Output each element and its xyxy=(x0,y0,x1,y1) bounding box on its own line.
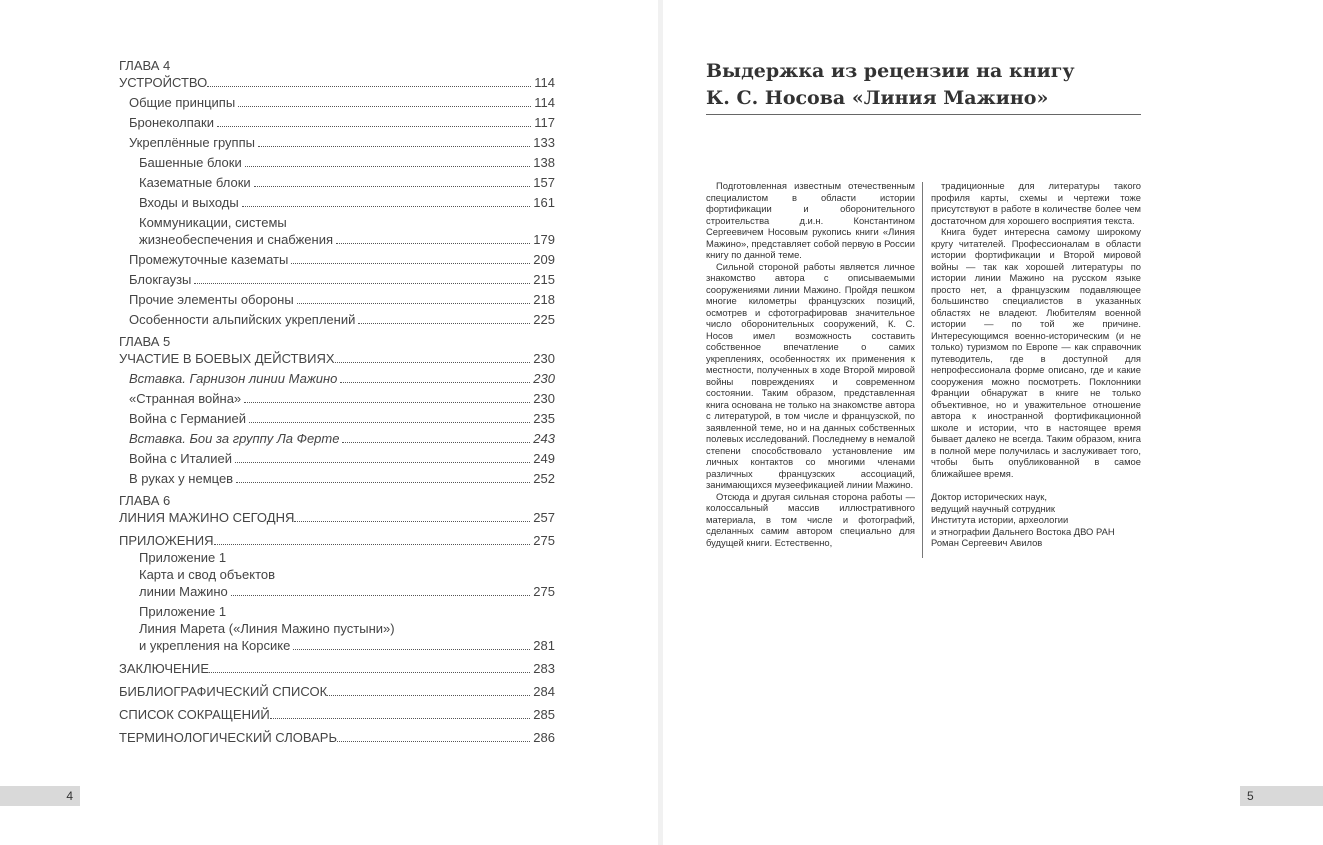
chapter-label: ГЛАВА 5 xyxy=(119,334,171,349)
toc-entry-page: 284 xyxy=(533,684,555,699)
toc-entry-page: 243 xyxy=(533,431,555,446)
toc-entry-title: Входы и выходы xyxy=(139,195,239,210)
leader-dots xyxy=(297,303,531,304)
toc-entry-title-line: Коммуникации, системы xyxy=(139,215,287,230)
toc-entry[interactable] xyxy=(119,532,555,549)
toc-entry[interactable] xyxy=(119,683,555,700)
toc-entry[interactable] xyxy=(119,114,555,131)
signature-line: Доктор исторических наук, xyxy=(931,491,1047,502)
toc-entry-title: Вставка. Бои за группу Ла Ферте xyxy=(129,431,340,446)
review-title xyxy=(706,58,1141,112)
signature-line: Роман Сергеевич Авилов xyxy=(931,537,1043,548)
toc-entry-title: Война с Германией xyxy=(129,411,247,426)
toc-entry-page: 283 xyxy=(533,661,555,676)
toc-entry[interactable] xyxy=(119,509,555,526)
toc-entry-page: 157 xyxy=(533,175,555,190)
toc-entry-title: ТЕРМИНОЛОГИЧЕСКИЙ СЛОВАРЬ xyxy=(119,730,337,745)
toc-entry-title: «Странная война» xyxy=(129,391,242,406)
page-number-text: 4 xyxy=(66,789,73,803)
leader-dots xyxy=(238,106,531,107)
leader-dots xyxy=(337,741,530,742)
leader-dots xyxy=(207,86,531,87)
toc-entry-title: жизнеобеспечения и снабжения xyxy=(139,232,334,247)
toc-entry-last-line xyxy=(139,231,555,248)
toc-entry-page: 230 xyxy=(533,351,555,366)
toc-entry-title-line: Карта и свод объектов xyxy=(139,567,276,582)
toc-entry[interactable] xyxy=(119,370,555,387)
toc-entry[interactable] xyxy=(119,174,555,191)
toc-entry-title: УСТРОЙСТВО xyxy=(119,75,208,90)
leader-dots xyxy=(291,263,530,264)
review-paragraph: традиционные для литературы такого профиля карты, схемы и чертежи тоже присутствуют в работе в количестве более чем достаточном для хорошего восприятия текста. xyxy=(931,180,1141,226)
toc-entry[interactable] xyxy=(119,251,555,268)
toc-entry-page: 179 xyxy=(533,232,555,247)
toc-entry-title: СПИСОК СОКРАЩЕНИЙ xyxy=(119,707,270,722)
leader-dots xyxy=(214,544,531,545)
toc-entry-last-line xyxy=(139,637,555,654)
toc-entry-multiline[interactable] xyxy=(119,603,555,654)
toc-entry-page: 117 xyxy=(534,115,555,130)
leader-dots xyxy=(358,323,530,324)
title-underline xyxy=(706,114,1141,115)
toc-entry-page: 230 xyxy=(533,371,555,386)
toc-entry-multiline[interactable] xyxy=(119,214,555,248)
signature-line: Института истории, археологии xyxy=(931,514,1069,525)
leader-dots xyxy=(336,243,530,244)
toc-entry-page: 138 xyxy=(533,155,555,170)
table-of-contents xyxy=(119,58,555,746)
toc-entry-page: 114 xyxy=(534,75,555,90)
leader-dots xyxy=(249,422,530,423)
toc-entry-title-line: Приложение 1 xyxy=(139,550,227,565)
toc-entry-page: 275 xyxy=(533,533,555,548)
toc-entry[interactable] xyxy=(119,154,555,171)
toc-entry[interactable] xyxy=(119,410,555,427)
leader-dots xyxy=(194,283,530,284)
review-paragraph: Сильной стороной работы является личное знакомство автора с описываемыми сооружениями линии Мажино. Пройдя пешком многие километры французских позиций, осмотрев и сфотографировав значительное число оборонительных сооружений, К. С. Носов имел возможность составить собственное впечатление о самих укреплениях, особенностях их применения к местности, полученных в ходе Второй мировой войны повреждениях и современном состоянии. Таким образом, представленная книга основана не только на знакомстве автора с литературой, в том числе и французской, по заявленной теме, но и на данных собственных полевых исследований. Последнему в немалой степени способствовало установление им личных контактов со многими членами различных французских ассоциаций, занимающихся музеефикацией линии Мажино. xyxy=(706,260,915,490)
toc-entry-page: 257 xyxy=(533,510,555,525)
toc-entry-title: В руках у немцев xyxy=(129,471,234,486)
review-signature xyxy=(931,491,1141,549)
toc-entry-page: 285 xyxy=(533,707,555,722)
leader-dots xyxy=(235,462,530,463)
toc-entry-title: и укрепления на Корсике xyxy=(139,638,291,653)
leader-dots xyxy=(244,402,530,403)
review-title-line: К. С. Носова «Линия Мажино» xyxy=(706,87,1049,109)
toc-entry-page: 225 xyxy=(533,312,555,327)
toc-entry-page: 252 xyxy=(533,471,555,486)
toc-entry[interactable] xyxy=(119,291,555,308)
toc-entry-page: 249 xyxy=(533,451,555,466)
toc-entry[interactable] xyxy=(119,729,555,746)
toc-entry-page: 275 xyxy=(533,584,555,599)
toc-entry-title: Блокгаузы xyxy=(129,272,192,287)
toc-entry-title: БИБЛИОГРАФИЧЕСКИЙ СПИСОК xyxy=(119,684,328,699)
toc-entry-page: 235 xyxy=(533,411,555,426)
toc-entry-title: Общие принципы xyxy=(129,95,236,110)
page-number-left xyxy=(0,786,80,806)
toc-entry-title: Укреплённые группы xyxy=(129,135,255,150)
signature-line: ведущий научный сотрудник xyxy=(931,502,1056,514)
column-divider xyxy=(922,182,923,558)
toc-entry-page: 230 xyxy=(533,391,555,406)
toc-entry-title: Башенные блоки xyxy=(139,155,242,170)
leader-dots xyxy=(340,382,530,383)
toc-entry-page: 133 xyxy=(533,135,555,150)
toc-entry-page: 209 xyxy=(533,252,555,267)
leader-dots xyxy=(209,672,530,673)
leader-dots xyxy=(242,206,531,207)
toc-entry-title-line: Линия Марета («Линия Мажино пустыни») xyxy=(139,621,395,636)
review-column-right xyxy=(931,180,1141,549)
toc-entry[interactable] xyxy=(119,74,555,91)
leader-dots xyxy=(217,126,531,127)
toc-entry-title: Вставка. Гарнизон линии Мажино xyxy=(129,371,338,386)
leader-dots xyxy=(342,442,530,443)
toc-entry[interactable] xyxy=(119,350,555,367)
toc-entry-last-line xyxy=(139,583,555,600)
toc-entry-title: УЧАСТИЕ В БОЕВЫХ ДЕЙСТВИЯХ xyxy=(119,351,335,366)
leader-dots xyxy=(335,362,531,363)
toc-entry[interactable] xyxy=(119,94,555,111)
toc-entry-title: ЛИНИЯ МАЖИНО СЕГОДНЯ xyxy=(119,510,295,525)
review-paragraph: Отсюда и другая сильная сторона работы — колоссальный массив иллюстративного материала, в том числе и фотографий, сделанных самим автором специально для будущей книги. Естественно, xyxy=(706,490,915,548)
leader-dots xyxy=(231,595,531,596)
chapter-label: ГЛАВА 4 xyxy=(119,58,171,73)
review-paragraph: Подготовленная известным отечественным специалистом в области истории фортификации и оборонительного строительства д.и.н. Константином Сергеевичем Носовым рукопись книги «Линия Мажино», представляет собой первую в России книгу по данной теме. xyxy=(706,180,915,260)
leader-dots xyxy=(254,186,531,187)
toc-entry[interactable] xyxy=(119,271,555,288)
leader-dots xyxy=(245,166,531,167)
toc-entry-title: Особенности альпийских укреплений xyxy=(129,312,356,327)
toc-entry[interactable] xyxy=(119,706,555,723)
leader-dots xyxy=(258,146,530,147)
chapter-label: ГЛАВА 6 xyxy=(119,493,171,508)
review-title-line: Выдержка из рецензии на книгу xyxy=(706,60,1075,82)
toc-entry-page: 286 xyxy=(533,730,555,745)
leader-dots xyxy=(270,718,531,719)
toc-entry-page: 161 xyxy=(533,195,555,210)
toc-entry-title: Промежуточные казематы xyxy=(129,252,289,267)
toc-entry-page: 218 xyxy=(533,292,555,307)
toc-entry[interactable] xyxy=(119,450,555,467)
toc-entry-multiline[interactable] xyxy=(119,549,555,600)
toc-entry[interactable] xyxy=(119,134,555,151)
toc-entry[interactable] xyxy=(119,430,555,447)
review-paragraph: Книга будет интересна самому широкому кругу читателей. Профессионалам в области истории фортификации и Второй мировой войны — так как хорошей литературы по истории линии Мажино на русском языке просто нет, а французским подавляющее большинство специалистов в указанных областях не владеют. Любителям военной истории — по той же причине. Интересующимся военно-историческим (и не только) туризмом по Европе — как справочник путеводитель, где в доступной для непрофессионала форме описано, где и какие сооружения можно посмотреть. Поклонники Франции обнаружат в книге не только объективное, но и уважительное отношение автора к иностранной фортификационной школе и истории, что в настоящее время бывает далеко не всегда. Таким образом, книга в полной мере получилась и заслуживает того, чтобы быть опубликованной в самое ближайшее время. xyxy=(931,226,1141,479)
toc-entry-title: ЗАКЛЮЧЕНИЕ xyxy=(119,661,210,676)
review-column-left xyxy=(706,180,915,548)
toc-entry[interactable] xyxy=(119,390,555,407)
toc-entry-title: линии Мажино xyxy=(139,584,228,599)
leader-dots xyxy=(293,649,530,650)
signature-line: и этнографии Дальнего Востока ДВО РАН xyxy=(931,525,1115,537)
toc-entry[interactable] xyxy=(119,660,555,677)
toc-entry[interactable] xyxy=(119,194,555,211)
leader-dots xyxy=(327,695,530,696)
toc-entry-title: ПРИЛОЖЕНИЯ xyxy=(119,533,214,548)
toc-entry[interactable] xyxy=(119,470,555,487)
toc-entry-page: 215 xyxy=(533,272,555,287)
toc-entry-title-line: Приложение 1 xyxy=(139,604,227,619)
page-number-text: 5 xyxy=(1247,789,1254,803)
toc-entry-page: 114 xyxy=(534,95,555,110)
page-number-right xyxy=(1240,786,1323,806)
leader-dots xyxy=(294,521,530,522)
toc-entry-title: Война с Италией xyxy=(129,451,233,466)
toc-entry-title: Бронеколпаки xyxy=(129,115,214,130)
toc-entry[interactable] xyxy=(119,311,555,328)
toc-entry-title: Прочие элементы обороны xyxy=(129,292,294,307)
toc-entry-page: 281 xyxy=(533,638,555,653)
leader-dots xyxy=(236,482,530,483)
toc-entry-title: Казематные блоки xyxy=(139,175,251,190)
